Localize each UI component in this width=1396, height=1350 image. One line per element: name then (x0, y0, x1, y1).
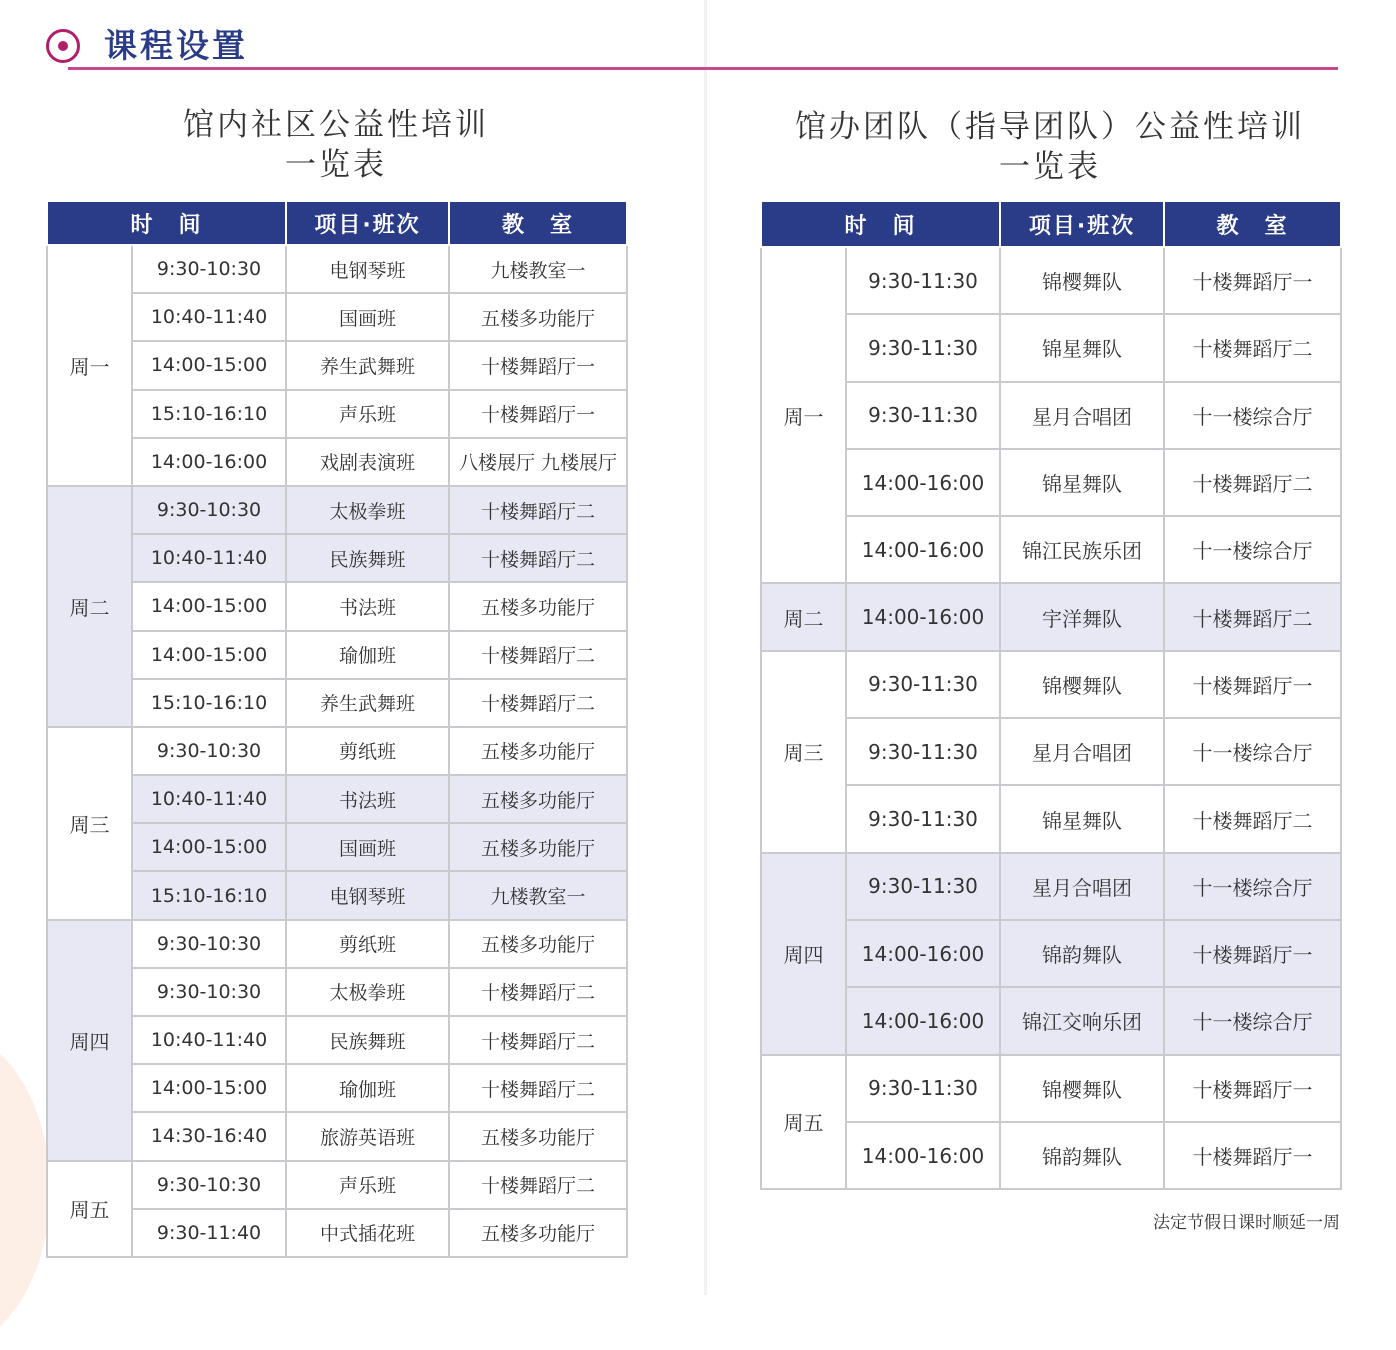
room-cell: 五楼多功能厅 (449, 823, 627, 871)
day-cell: 周四 (47, 920, 132, 1161)
room-cell: 五楼多功能厅 (449, 727, 627, 775)
time-cell: 9:30-11:30 (846, 785, 1000, 852)
day-cell: 周二 (47, 486, 132, 727)
time-cell: 14:00-16:00 (846, 449, 1000, 516)
table-row (761, 583, 1341, 650)
room-cell: 十楼舞蹈厅二 (449, 1064, 627, 1112)
course-cell: 声乐班 (286, 390, 449, 438)
table-row (761, 314, 1341, 381)
room-cell: 十楼舞蹈厅二 (449, 486, 627, 534)
course-cell: 剪纸班 (286, 920, 449, 968)
course-cell: 剪纸班 (286, 727, 449, 775)
table-row (47, 486, 627, 534)
day-cell: 周三 (761, 651, 846, 853)
course-cell: 民族舞班 (286, 1016, 449, 1064)
time-cell: 10:40-11:40 (132, 1016, 286, 1064)
course-cell: 锦樱舞队 (1000, 247, 1164, 314)
room-cell: 五楼多功能厅 (449, 920, 627, 968)
table-row (761, 785, 1341, 852)
table-row (47, 775, 627, 823)
room-cell: 五楼多功能厅 (449, 1209, 627, 1257)
time-cell: 9:30-11:30 (846, 1055, 1000, 1122)
time-cell: 14:00-16:00 (846, 1122, 1000, 1189)
room-cell: 十楼舞蹈厅一 (449, 390, 627, 438)
course-cell: 戏剧表演班 (286, 438, 449, 486)
room-cell: 十楼舞蹈厅一 (449, 341, 627, 389)
table-row (761, 1122, 1341, 1189)
room-cell: 五楼多功能厅 (449, 1112, 627, 1160)
table-row (761, 853, 1341, 920)
table-row (47, 920, 627, 968)
left-title-line2: 一览表 (285, 147, 387, 183)
room-cell: 八楼展厅 九楼展厅 (449, 438, 627, 486)
header-room: 教 室 (1164, 202, 1341, 247)
decorative-circle (0, 1030, 50, 1350)
time-cell: 9:30-10:30 (132, 920, 286, 968)
day-cell: 周一 (761, 247, 846, 583)
room-cell: 十楼舞蹈厅二 (449, 679, 627, 727)
course-cell: 电钢琴班 (286, 871, 449, 919)
course-cell: 锦江交响乐团 (1000, 987, 1164, 1054)
room-cell: 十一楼综合厅 (1164, 382, 1341, 449)
table-row (47, 631, 627, 679)
time-cell: 14:00-16:00 (846, 987, 1000, 1054)
table-header-row (761, 202, 1341, 247)
room-cell: 五楼多功能厅 (449, 582, 627, 630)
time-cell: 9:30-10:30 (132, 245, 286, 293)
course-cell: 太极拳班 (286, 486, 449, 534)
table-row (47, 245, 627, 293)
course-cell: 星月合唱团 (1000, 718, 1164, 785)
course-cell: 锦樱舞队 (1000, 1055, 1164, 1122)
table-row (47, 534, 627, 582)
course-cell: 锦韵舞队 (1000, 920, 1164, 987)
time-cell: 14:00-15:00 (132, 341, 286, 389)
time-cell: 9:30-11:30 (846, 382, 1000, 449)
day-cell: 周五 (47, 1161, 132, 1257)
table-row (47, 438, 627, 486)
time-cell: 9:30-11:40 (132, 1209, 286, 1257)
course-cell: 民族舞班 (286, 534, 449, 582)
time-cell: 15:10-16:10 (132, 390, 286, 438)
time-cell: 14:00-16:00 (846, 516, 1000, 583)
table-row (47, 679, 627, 727)
time-cell: 10:40-11:40 (132, 293, 286, 341)
course-cell: 星月合唱团 (1000, 853, 1164, 920)
header-course: 项目·班次 (286, 202, 449, 245)
time-cell: 14:00-16:00 (846, 583, 1000, 650)
page-fold (704, 0, 707, 1295)
room-cell: 五楼多功能厅 (449, 293, 627, 341)
room-cell: 十楼舞蹈厅二 (449, 534, 627, 582)
course-cell: 国画班 (286, 823, 449, 871)
time-cell: 14:00-16:00 (846, 920, 1000, 987)
course-cell: 宇洋舞队 (1000, 583, 1164, 650)
time-cell: 10:40-11:40 (132, 534, 286, 582)
table-row (761, 718, 1341, 785)
time-cell: 15:10-16:10 (132, 871, 286, 919)
day-cell: 周一 (47, 245, 132, 486)
course-cell: 锦樱舞队 (1000, 651, 1164, 718)
time-cell: 14:00-16:00 (132, 438, 286, 486)
course-cell: 养生武舞班 (286, 679, 449, 727)
right-table-body (761, 247, 1341, 1189)
course-cell: 太极拳班 (286, 968, 449, 1016)
table-row (47, 1064, 627, 1112)
course-cell: 锦韵舞队 (1000, 1122, 1164, 1189)
table-row (47, 1209, 627, 1257)
time-cell: 9:30-11:30 (846, 651, 1000, 718)
table-row (47, 390, 627, 438)
table-row (761, 247, 1341, 314)
header-divider (68, 67, 1338, 70)
time-cell: 9:30-11:30 (846, 718, 1000, 785)
course-cell: 养生武舞班 (286, 341, 449, 389)
course-cell: 锦星舞队 (1000, 785, 1164, 852)
team-training-table (760, 202, 1342, 1190)
room-cell: 十楼舞蹈厅二 (449, 631, 627, 679)
table-row (761, 516, 1341, 583)
room-cell: 十一楼综合厅 (1164, 853, 1341, 920)
room-cell: 十楼舞蹈厅二 (1164, 583, 1341, 650)
right-table-title (760, 107, 1340, 187)
table-row (47, 341, 627, 389)
course-cell: 旅游英语班 (286, 1112, 449, 1160)
table-row (47, 871, 627, 919)
table-row (761, 1055, 1341, 1122)
room-cell: 九楼教室一 (449, 245, 627, 293)
course-cell: 瑜伽班 (286, 631, 449, 679)
table-row (47, 1161, 627, 1209)
day-cell: 周四 (761, 853, 846, 1055)
time-cell: 14:00-15:00 (132, 582, 286, 630)
table-row (47, 1016, 627, 1064)
time-cell: 10:40-11:40 (132, 775, 286, 823)
room-cell: 十楼舞蹈厅二 (449, 1016, 627, 1064)
room-cell: 十一楼综合厅 (1164, 516, 1341, 583)
course-cell: 书法班 (286, 582, 449, 630)
course-cell: 电钢琴班 (286, 245, 449, 293)
table-row (761, 920, 1341, 987)
right-title-line1: 馆办团队（指导团队）公益性培训 (795, 109, 1305, 145)
time-cell: 9:30-10:30 (132, 727, 286, 775)
room-cell: 十楼舞蹈厅一 (1164, 920, 1341, 987)
target-bullet-icon (46, 29, 80, 63)
day-cell: 周二 (761, 583, 846, 650)
time-cell: 15:10-16:10 (132, 679, 286, 727)
section-title: 课程设置 (104, 26, 248, 65)
time-cell: 14:00-15:00 (132, 631, 286, 679)
section-header (46, 26, 1338, 72)
course-cell: 锦星舞队 (1000, 314, 1164, 381)
table-row (47, 968, 627, 1016)
day-cell: 周三 (47, 727, 132, 920)
room-cell: 十楼舞蹈厅一 (1164, 1055, 1341, 1122)
room-cell: 十楼舞蹈厅二 (1164, 449, 1341, 516)
course-cell: 锦江民族乐团 (1000, 516, 1164, 583)
table-row (47, 582, 627, 630)
table-row (47, 1112, 627, 1160)
table-row (47, 823, 627, 871)
time-cell: 9:30-11:30 (846, 853, 1000, 920)
table-row (761, 382, 1341, 449)
header-time: 时 间 (47, 202, 286, 245)
left-table-title (46, 105, 626, 185)
room-cell: 十楼舞蹈厅二 (1164, 785, 1341, 852)
table-row (761, 651, 1341, 718)
time-cell: 9:30-11:30 (846, 247, 1000, 314)
course-cell: 中式插花班 (286, 1209, 449, 1257)
time-cell: 14:00-15:00 (132, 1064, 286, 1112)
room-cell: 十楼舞蹈厅一 (1164, 651, 1341, 718)
time-cell: 14:30-16:40 (132, 1112, 286, 1160)
header-room: 教 室 (449, 202, 627, 245)
time-cell: 14:00-15:00 (132, 823, 286, 871)
room-cell: 十楼舞蹈厅二 (449, 1161, 627, 1209)
time-cell: 9:30-10:30 (132, 1161, 286, 1209)
left-title-line1: 馆内社区公益性培训 (183, 107, 489, 143)
time-cell: 9:30-10:30 (132, 968, 286, 1016)
room-cell: 十一楼综合厅 (1164, 718, 1341, 785)
header-time: 时 间 (761, 202, 1000, 247)
course-cell: 锦星舞队 (1000, 449, 1164, 516)
room-cell: 九楼教室一 (449, 871, 627, 919)
right-title-line2: 一览表 (999, 149, 1101, 185)
course-cell: 瑜伽班 (286, 1064, 449, 1112)
table-header-row (47, 202, 627, 245)
room-cell: 十楼舞蹈厅二 (449, 968, 627, 1016)
room-cell: 十楼舞蹈厅一 (1164, 247, 1341, 314)
room-cell: 十楼舞蹈厅一 (1164, 1122, 1341, 1189)
header-course: 项目·班次 (1000, 202, 1164, 247)
day-cell: 周五 (761, 1055, 846, 1190)
table-row (47, 727, 627, 775)
table-row (47, 293, 627, 341)
course-cell: 国画班 (286, 293, 449, 341)
course-cell: 书法班 (286, 775, 449, 823)
room-cell: 十楼舞蹈厅二 (1164, 314, 1341, 381)
table-row (761, 449, 1341, 516)
course-cell: 声乐班 (286, 1161, 449, 1209)
room-cell: 五楼多功能厅 (449, 775, 627, 823)
room-cell: 十一楼综合厅 (1164, 987, 1341, 1054)
table-row (761, 987, 1341, 1054)
time-cell: 9:30-10:30 (132, 486, 286, 534)
course-cell: 星月合唱团 (1000, 382, 1164, 449)
community-training-table (46, 202, 628, 1258)
left-table-body (47, 245, 627, 1257)
time-cell: 9:30-11:30 (846, 314, 1000, 381)
footnote: 法定节假日课时顺延一周 (1153, 1213, 1340, 1233)
